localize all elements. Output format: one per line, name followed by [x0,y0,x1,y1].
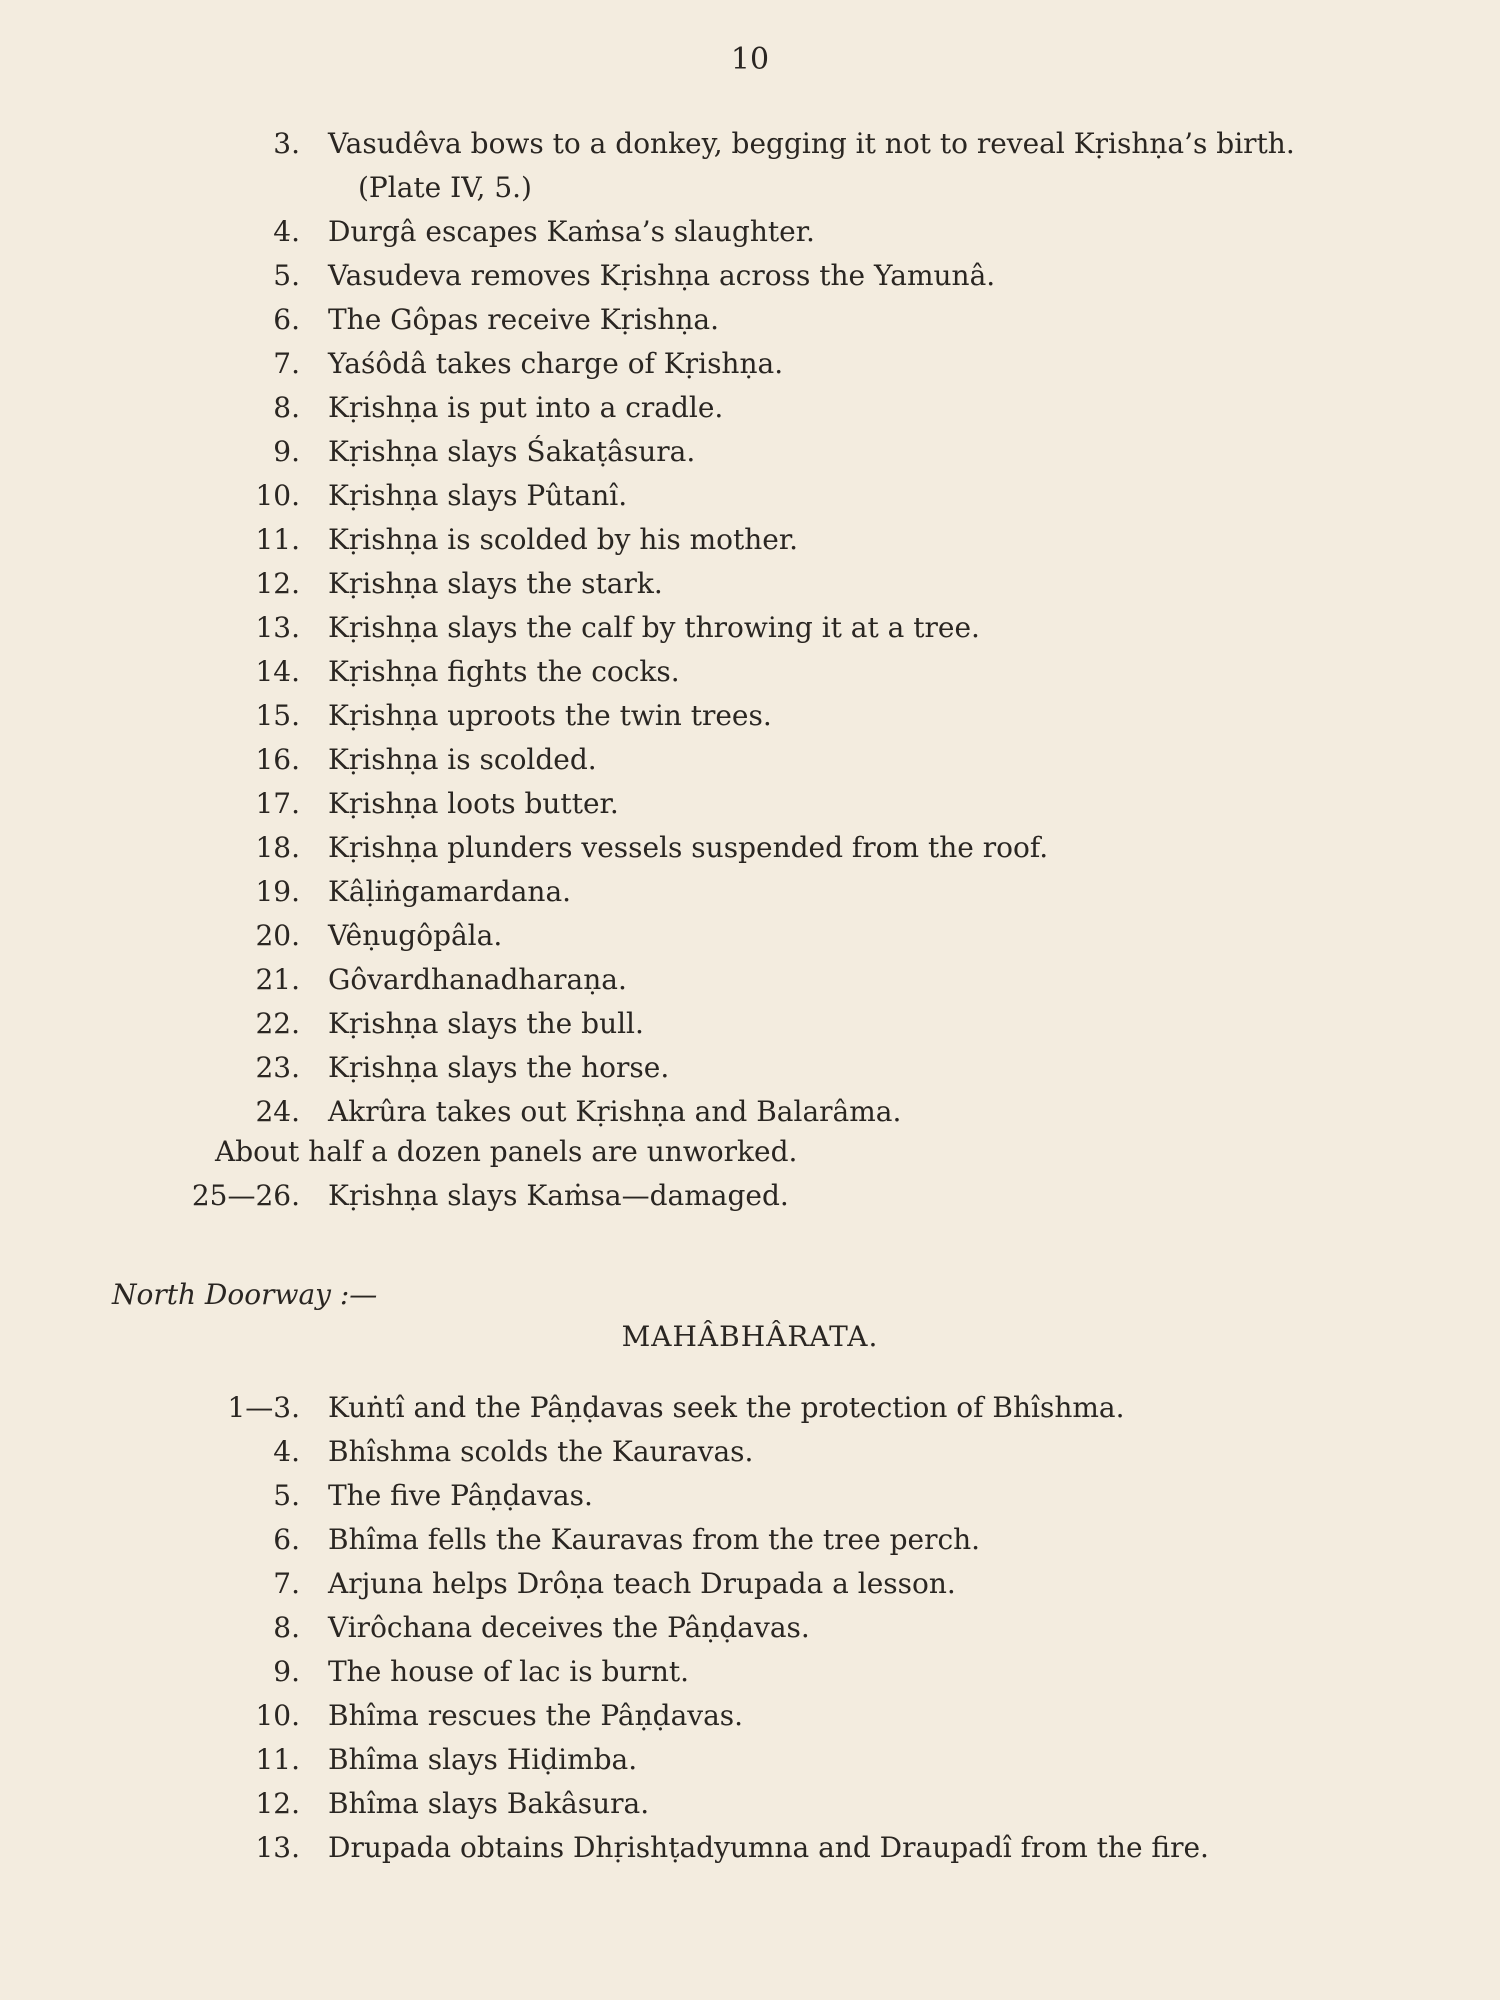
item-number: 1—3. [227,1391,300,1424]
list-item [0,1430,1500,1474]
item-text: Kṛishṇa fights the cocks. [328,655,680,688]
item-number: 8. [273,1611,300,1644]
item-text: Arjuna helps Drôṇa teach Drupada a lesson. [328,1567,956,1600]
list-item [0,606,1500,650]
item-text: Yaśôdâ takes charge of Kṛishṇa. [328,347,784,380]
list-item [0,254,1500,298]
item-number: 11. [255,523,300,556]
item-text: Vasudêva bows to a donkey, begging it not to reveal Kṛishṇa’s birth. [328,127,1295,160]
final-entry [0,1174,1500,1218]
list-item [0,650,1500,694]
item-text: Kṛishṇa slays Kaṁsa—damaged. [328,1179,789,1212]
item-number: 4. [273,215,300,248]
list-item [0,738,1500,782]
section-heading: MAHÂBHÂRATA. [621,1320,879,1353]
unworked-panels-note: About half a dozen panels are unworked. [215,1135,798,1168]
list-item [0,122,1500,166]
page-number: 10 [730,42,770,77]
item-text: Bhîshma scolds the Kauravas. [328,1435,754,1468]
item-text: Kṛishṇa is scolded by his mother. [328,523,799,556]
item-text: The house of lac is burnt. [328,1655,690,1688]
item-text: Gôvardhanadharaṇa. [328,963,627,996]
list-item [0,1826,1500,1870]
list-item [0,1782,1500,1826]
item-number: 10. [255,479,300,512]
item-number: 19. [255,875,300,908]
item-text: Virôchana deceives the Pâṇḍavas. [328,1611,810,1644]
item-number: 12. [255,1787,300,1820]
list-item [0,1174,1500,1218]
item-text: Vêṇugôpâla. [328,919,503,952]
item-number: 7. [273,1567,300,1600]
item-number: 13. [255,611,300,644]
list-item [0,870,1500,914]
item-number: 4. [273,1435,300,1468]
item-number: 5. [273,1479,300,1512]
item-number: 10. [255,1699,300,1732]
item-number: 23. [255,1051,300,1084]
item-text: The five Pâṇḍavas. [328,1479,593,1512]
list-item [0,430,1500,474]
item-text: Kâḷiṅgamardana. [328,875,572,908]
item-number: 18. [255,831,300,864]
list-item [0,1606,1500,1650]
item-text: Kṛishṇa slays Pûtanî. [328,479,628,512]
list-item [0,1650,1500,1694]
item-text: Bhîma fells the Kauravas from the tree perch. [328,1523,981,1556]
item-text: Akrûra takes out Kṛishṇa and Balarâma. [328,1095,902,1128]
item-text: Kṛishṇa plunders vessels suspended from the roof. [328,831,1049,864]
list-item [0,914,1500,958]
list-item [0,1046,1500,1090]
item-number: 13. [255,1831,300,1864]
item-number: 22. [255,1007,300,1040]
item-number: 17. [255,787,300,820]
item-number: 5. [273,259,300,292]
item-text: Kṛishṇa slays the calf by throwing it at a tree. [328,611,980,644]
list-item [0,342,1500,386]
list-item [0,826,1500,870]
list-item [0,562,1500,606]
item-text: Bhîma rescues the Pâṇḍavas. [328,1699,744,1732]
item-text: Kṛishṇa is put into a cradle. [328,391,724,424]
item-number: 7. [273,347,300,380]
list-item [0,1562,1500,1606]
item-number: 16. [255,743,300,776]
mahabharata-panel-list [0,1386,1500,1870]
list-item [0,298,1500,342]
item-number: 9. [273,1655,300,1688]
list-item [0,210,1500,254]
list-item [0,1002,1500,1046]
item-text: Kṛishṇa uproots the twin trees. [328,699,772,732]
list-item [0,958,1500,1002]
list-item [0,1386,1500,1430]
item-text: Kṛishṇa is scolded. [328,743,597,776]
item-number: 3. [273,127,300,160]
item-text: Drupada obtains Dhṛishṭadyumna and Draupadî from the fire. [328,1831,1209,1864]
item-number: 8. [273,391,300,424]
item-text: Bhîma slays Hiḍimba. [328,1743,638,1776]
item-text: Vasudeva removes Kṛishṇa across the Yamunâ. [328,259,996,292]
list-item-continuation [0,166,1500,210]
list-item [0,1090,1500,1134]
list-item [0,1738,1500,1782]
item-number: 15. [255,699,300,732]
item-text: Kṛishṇa loots butter. [328,787,619,820]
item-text: Durgâ escapes Kaṁsa’s slaughter. [328,215,815,248]
item-number: 11. [255,1743,300,1776]
item-text: Kṛishṇa slays Śakaṭâsura. [328,435,696,468]
item-text: (Plate IV, 5.) [358,171,532,204]
doorway-label: North Doorway :— [112,1278,378,1311]
item-text: Kṛishṇa slays the bull. [328,1007,644,1040]
list-item [0,1474,1500,1518]
item-text: The Gôpas receive Kṛishṇa. [328,303,720,336]
item-number: 6. [273,303,300,336]
item-number: 12. [255,567,300,600]
list-item [0,474,1500,518]
item-text: Kṛishṇa slays the horse. [328,1051,670,1084]
ramayana-panel-list [0,122,1500,1134]
list-item [0,1518,1500,1562]
list-item [0,386,1500,430]
list-item [0,1694,1500,1738]
item-number: 25—26. [191,1179,300,1212]
item-number: 14. [255,655,300,688]
list-item [0,518,1500,562]
item-number: 9. [273,435,300,468]
list-item [0,782,1500,826]
item-text: Kuṅtî and the Pâṇḍavas seek the protection of Bhîshma. [328,1391,1125,1424]
item-text: Bhîma slays Bakâsura. [328,1787,650,1820]
item-number: 21. [255,963,300,996]
item-number: 20. [255,919,300,952]
item-text: Kṛishṇa slays the stark. [328,567,663,600]
list-item [0,694,1500,738]
item-number: 6. [273,1523,300,1556]
item-number: 24. [255,1095,300,1128]
